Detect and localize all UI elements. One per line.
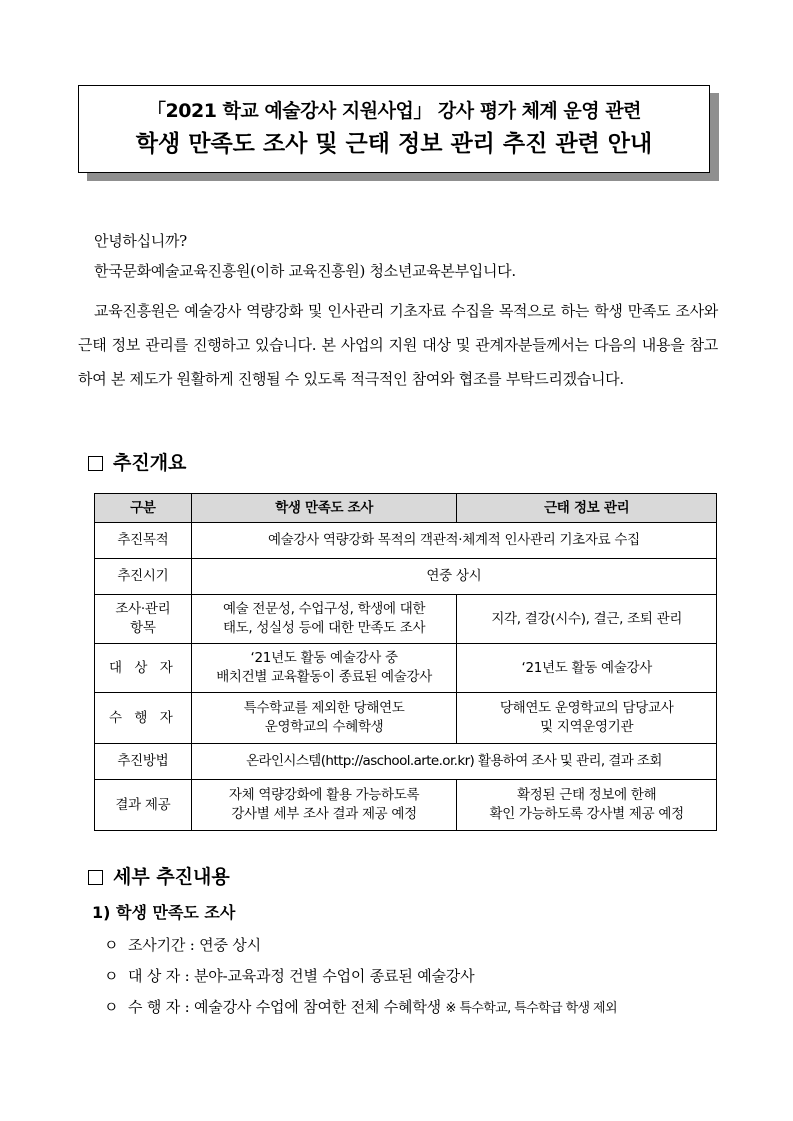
document-title-line2: 학생 만족도 조사 및 근태 정보 관리 추진 관련 안내 (135, 131, 653, 157)
list-item-note: ※ 특수학교, 특수학급 학생 제외 (445, 1001, 617, 1016)
cell-line: 확정된 근태 정보에 한해 (517, 787, 657, 803)
table-cell (457, 780, 717, 831)
table-header-cell: 학생 만족도 조사 (191, 494, 457, 523)
row-label: 대 상 자 (95, 644, 192, 693)
table-cell (191, 644, 457, 693)
checkbox-square-icon (88, 456, 103, 471)
list-item (104, 994, 617, 1022)
cell-line: 확인 가능하도록 강사별 제공 예정 (489, 806, 684, 822)
document-title-line1: 「2021 학교 예술강사 지원사업」 강사 평가 체계 운영 관련 (147, 100, 641, 122)
list-item (104, 963, 474, 989)
table-cell: 지각, 결강(시수), 결근, 조퇴 관리 (457, 595, 717, 644)
table-row (95, 559, 717, 595)
cell-line: 당해연도 운영학교의 담당교사 (499, 700, 674, 716)
section-title: 세부 추진내용 (113, 866, 230, 888)
table-cell (457, 693, 717, 744)
greeting-line2: 한국문화예술교육진흥원(이하 교육진흥원) 청소년교육본부입니다. (94, 262, 516, 280)
section-heading-overview (88, 450, 186, 476)
table-cell (191, 595, 457, 644)
cell-line: 배치건별 교육활동이 종료된 예술강사 (216, 669, 433, 685)
section-title: 추진개요 (113, 452, 187, 474)
list-item (104, 932, 261, 958)
list-item-text: 수 행 자 : 예술강사 수업에 참여한 전체 수혜학생 (128, 998, 441, 1016)
table-row (95, 780, 717, 831)
table-row (95, 595, 717, 644)
bullet-marker: ㅇ (104, 998, 119, 1016)
table-row (95, 523, 717, 559)
bullet-marker: ㅇ (104, 967, 119, 985)
table-header-cell: 근태 정보 관리 (457, 494, 717, 523)
row-label-line: 조사·관리 (115, 601, 171, 617)
cell-line: 태도, 성실성 등에 대한 만족도 조사 (222, 620, 426, 636)
table-header-cell: 구분 (95, 494, 192, 523)
row-label: 결과 제공 (95, 780, 192, 831)
cell-line: 및 지역운영기관 (540, 719, 634, 735)
row-label (95, 595, 192, 644)
table-cell: 온라인시스템(http://aschool.arte.or.kr) 활용하여 조사 및 관리, 결과 조회 (191, 744, 716, 780)
cell-line: 운영학교의 수혜학생 (264, 719, 384, 735)
table-header-row (95, 494, 717, 523)
cell-line: ‘21년도 활동 예술강사 중 (250, 650, 398, 666)
cell-line: 강사별 세부 조사 결과 제공 예정 (231, 806, 417, 822)
list-item-text: 대 상 자 : 분야-교육과정 건별 수업이 종료된 예술강사 (128, 967, 475, 985)
table-cell (191, 693, 457, 744)
row-label: 수 행 자 (95, 693, 192, 744)
table-cell: 예술강사 역량강화 목적의 객관적·체계적 인사관리 기초자료 수집 (191, 523, 716, 559)
checkbox-square-icon (88, 870, 103, 885)
document-title-box (78, 85, 710, 173)
table-cell: ‘21년도 활동 예술강사 (457, 644, 717, 693)
overview-table (94, 493, 717, 831)
greeting-line1: 안녕하십니까? (94, 232, 187, 250)
sub-section-title: 1) 학생 만족도 조사 (92, 903, 236, 922)
row-label: 추진목적 (95, 523, 192, 559)
section-heading-details (88, 864, 230, 890)
table-cell (191, 780, 457, 831)
table-row (95, 693, 717, 744)
cell-line: 특수학교를 제외한 당해연도 (243, 700, 405, 716)
table-cell: 연중 상시 (191, 559, 716, 595)
list-item-text: 조사기간 : 연중 상시 (128, 936, 261, 954)
row-label-line: 항목 (130, 620, 156, 636)
table-row (95, 744, 717, 780)
bullet-marker: ㅇ (104, 936, 119, 954)
cell-line: 자체 역량강화에 활용 가능하도록 (228, 787, 420, 803)
row-label: 추진방법 (95, 744, 192, 780)
intro-paragraph: 교육진흥원은 예술강사 역량강화 및 인사관리 기초자료 수집을 목적으로 하는 학생 만족도 조사와 근태 정보 관리를 진행하고 있습니다. 본 사업의 지원 대상 및 관계자분들께서는 다음의 내용을 참고하여 본 제도가 원활하게 진행될 수 있도록 적극적인 참여와 협조를 부탁드리겠습니다. (78, 302, 718, 388)
table-row (95, 644, 717, 693)
cell-line: 예술 전문성, 수업구성, 학생에 대한 (222, 601, 426, 617)
row-label: 추진시기 (95, 559, 192, 595)
